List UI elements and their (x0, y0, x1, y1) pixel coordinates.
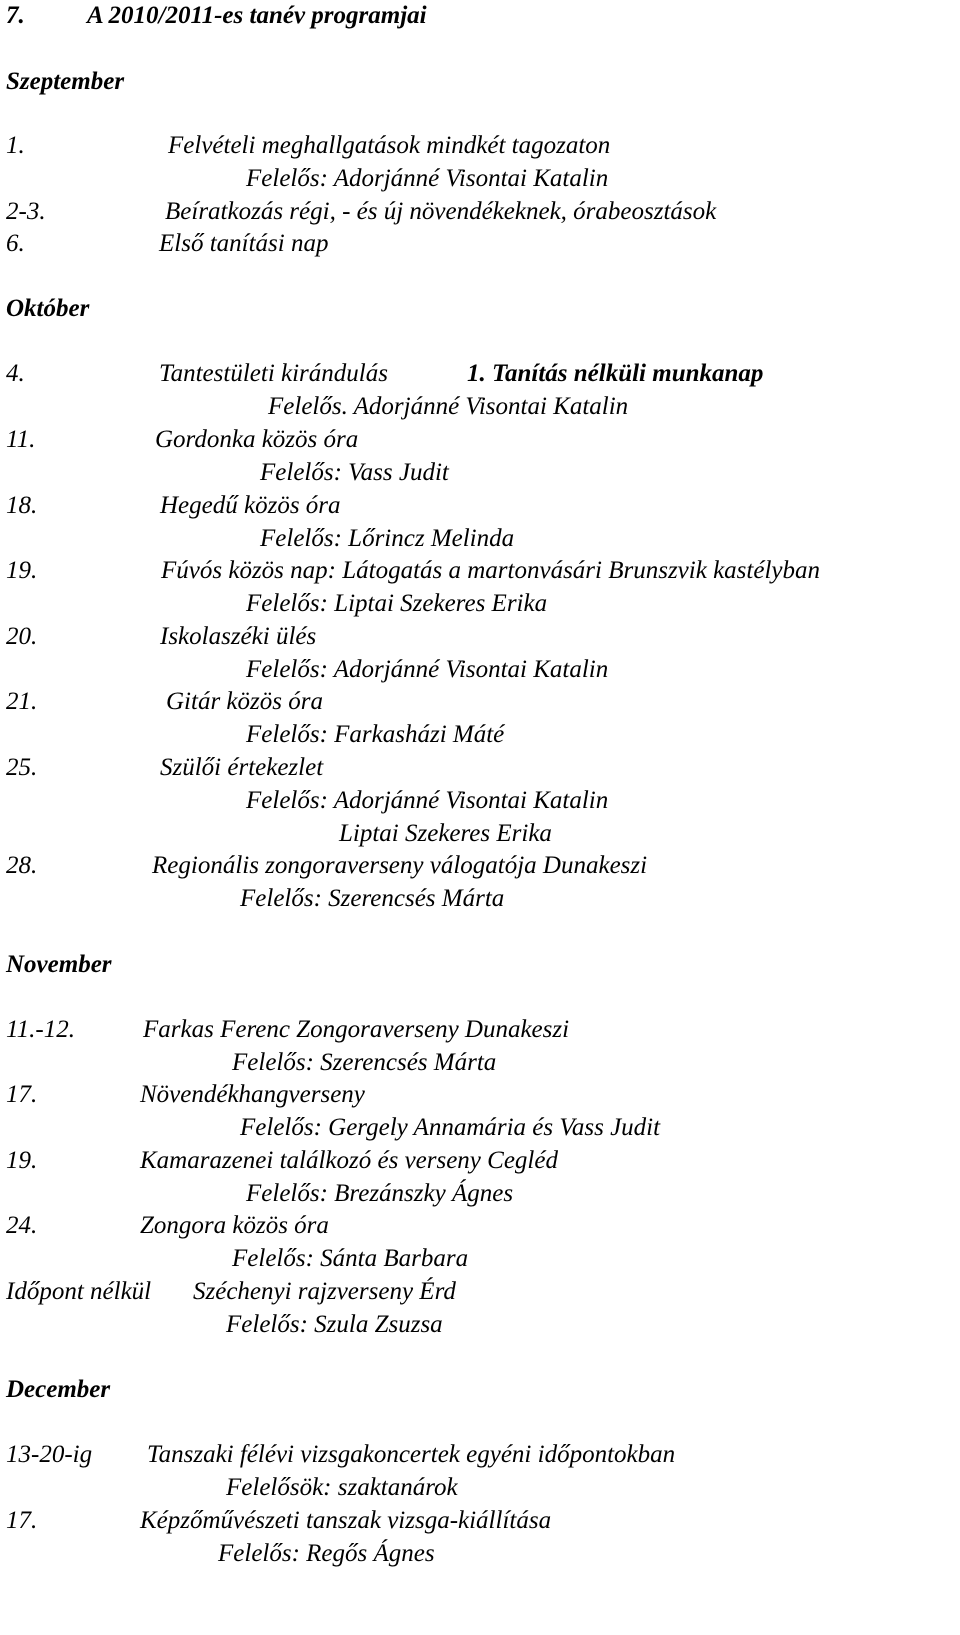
event-title: Szülői értekezlet (160, 754, 324, 781)
event-date: 11.-12. (6, 1016, 75, 1043)
event-date: 19. (6, 557, 38, 584)
event-title: Fúvós közös nap: Látogatás a martonvásári Brunszvik kastélyban (161, 557, 820, 584)
event-date: 24. (6, 1212, 38, 1239)
month-heading-october: Október (6, 295, 90, 322)
event-date: 28. (6, 852, 38, 879)
event-responsible: Felelős: Sánta Barbara (232, 1245, 469, 1272)
event-date: 17. (6, 1507, 38, 1534)
event-responsible: Felelős: Gergely Annamária és Vass Judit (240, 1114, 661, 1141)
event-title: Tantestületi kirándulás (159, 360, 388, 387)
event-title: Képzőművészeti tanszak vizsga-kiállítása (140, 1507, 552, 1534)
event-title: Gitár közös óra (166, 688, 323, 715)
event-responsible: Felelős: Adorjánné Visontai Katalin (246, 656, 609, 683)
event-responsible: Felelős: Adorjánné Visontai Katalin (246, 165, 609, 192)
event-responsible: Felelős: Szerencsés Márta (240, 885, 505, 912)
event-responsible: Felelős: Adorjánné Visontai Katalin (246, 787, 609, 814)
event-title: Iskolaszéki ülés (160, 623, 317, 650)
event-responsible: Felelős: Lőrincz Melinda (260, 525, 515, 552)
event-responsible: Felelős: Regős Ágnes (218, 1540, 435, 1567)
event-title: Kamarazenei találkozó és verseny Cegléd (140, 1147, 558, 1174)
event-title: Széchenyi rajzverseny Érd (193, 1278, 456, 1305)
event-note: 1. Tanítás nélküli munkanap (467, 360, 764, 387)
event-title: Regionális zongoraverseny válogatója Dunakeszi (152, 852, 648, 879)
event-title: Farkas Ferenc Zongoraverseny Dunakeszi (143, 1016, 570, 1043)
event-title: Zongora közös óra (140, 1212, 329, 1239)
section-number: 7. (6, 2, 25, 29)
event-date: 2-3. (6, 198, 46, 225)
event-responsible: Felelős: Farkasházi Máté (246, 721, 505, 748)
event-date: 18. (6, 492, 38, 519)
event-responsible: Felelősök: szaktanárok (226, 1474, 458, 1501)
event-responsible: Felelős: Szerencsés Márta (232, 1049, 497, 1076)
event-responsible: Felelős: Brezánszky Ágnes (246, 1180, 514, 1207)
event-title: Beíratkozás régi, - és új növendékeknek, órabeosztások (165, 198, 717, 225)
event-date: 19. (6, 1147, 38, 1174)
event-date: 17. (6, 1081, 38, 1108)
event-title: Gordonka közös óra (155, 426, 359, 453)
event-date: 4. (6, 360, 25, 387)
event-date: 1. (6, 132, 25, 159)
event-date: 6. (6, 230, 25, 257)
event-date: Időpont nélkül (6, 1278, 152, 1305)
month-heading-november: November (6, 951, 112, 978)
event-responsible: Felelős: Szula Zsuzsa (226, 1311, 443, 1338)
event-date: 20. (6, 623, 38, 650)
event-title: Tanszaki félévi vizsgakoncertek egyéni időpontokban (147, 1441, 676, 1468)
event-responsible: Felelős: Liptai Szekeres Erika (246, 590, 548, 617)
event-date: 13-20-ig (6, 1441, 93, 1468)
month-heading-december: December (6, 1376, 111, 1403)
event-responsible: Felelős: Vass Judit (260, 459, 449, 486)
event-responsible: Liptai Szekeres Erika (339, 820, 552, 847)
event-date: 11. (6, 426, 36, 453)
event-responsible: Felelős. Adorjánné Visontai Katalin (268, 393, 629, 420)
event-title: Hegedű közös óra (160, 492, 341, 519)
event-title: Első tanítási nap (159, 230, 329, 257)
event-date: 25. (6, 754, 38, 781)
month-heading-september: Szeptember (6, 68, 125, 95)
event-title: Felvételi meghallgatások mindkét tagozaton (168, 132, 611, 159)
event-title: Növendékhangverseny (140, 1081, 365, 1108)
event-date: 21. (6, 688, 38, 715)
page-title: A 2010/2011-es tanév programjai (87, 2, 427, 29)
